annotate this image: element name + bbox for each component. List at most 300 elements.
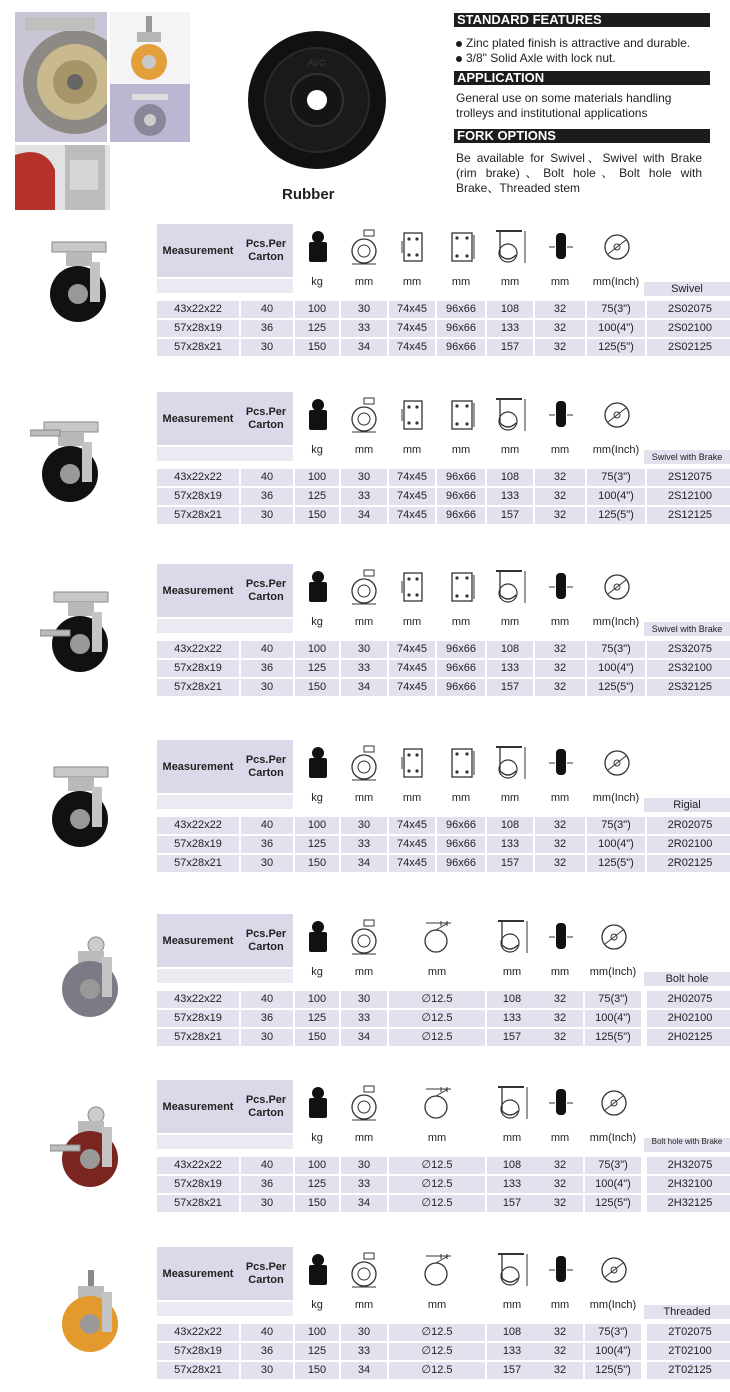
unit-label: mm: [550, 1299, 570, 1311]
table-cell: 30: [341, 301, 387, 318]
table-cell: 157: [487, 507, 533, 524]
table-cell: 36: [241, 320, 293, 337]
table-cell: 125: [295, 660, 339, 677]
wheel-width-icon: [544, 744, 578, 782]
table-cell: 36: [241, 488, 293, 505]
table-cell: 100(4"): [585, 1176, 641, 1193]
unit-label: mm: [354, 1299, 374, 1311]
load-capacity-icon: [301, 568, 335, 606]
unit-label: mm: [354, 966, 374, 978]
table-cell: 2H32100: [647, 1176, 730, 1193]
table-cell: 125(5"): [585, 1195, 641, 1212]
table-cell: 100: [295, 641, 339, 658]
table-cell: 32: [535, 320, 585, 337]
caster-product-image: [30, 420, 120, 506]
unit-label: mm: [427, 966, 447, 978]
table-cell: 30: [241, 855, 293, 872]
table-cell: 108: [487, 1157, 537, 1174]
table-cell: 32: [537, 1029, 583, 1046]
table-cell: 43x22x22: [157, 469, 239, 486]
measurement-header: Measurement: [157, 224, 239, 277]
unit-label: mm(Inch): [592, 276, 640, 288]
unit-label: mm(Inch): [589, 1132, 637, 1144]
load-capacity-icon: [301, 1251, 335, 1289]
table-cell: 96x66: [437, 320, 485, 337]
measurement-header: Measurement: [157, 392, 239, 445]
table-cell: 2S32125: [647, 679, 730, 696]
bolt-hole-spacing-icon: [445, 744, 479, 782]
table-cell: 36: [241, 836, 293, 853]
unit-label: mm: [402, 616, 422, 628]
table-cell: 125(5"): [585, 1362, 641, 1379]
table-cell: 157: [487, 855, 533, 872]
table-cell: 96x66: [437, 817, 485, 834]
table-cell: 75(3"): [585, 1157, 641, 1174]
table-cell: 74x45: [389, 469, 435, 486]
table-cell: 100(4"): [587, 660, 645, 677]
table-cell: 96x66: [437, 641, 485, 658]
wheel-width-icon: [544, 918, 578, 956]
table-cell: 2S32100: [647, 660, 730, 677]
table-cell: 32: [535, 679, 585, 696]
table-cell: 30: [341, 1157, 387, 1174]
unit-label: kg: [311, 1132, 323, 1144]
fork-type-label: Swivel with Brake: [644, 450, 730, 464]
table-cell: 32: [535, 817, 585, 834]
unit-label: kg: [311, 444, 323, 456]
application-text: General use on some materials handling trolleys and institutional applications: [456, 91, 672, 120]
table-cell: 57x28x19: [157, 836, 239, 853]
unit-label: mm: [502, 966, 522, 978]
table-cell: 40: [241, 1157, 293, 1174]
table-cell: 133: [487, 660, 533, 677]
table-cell: 30: [341, 641, 387, 658]
table-cell: 2S12075: [647, 469, 730, 486]
load-capacity-icon: [301, 744, 335, 782]
bolt-bore-icon: [421, 1251, 455, 1289]
grey-caster-photo: [110, 84, 190, 142]
bullet-icon: [456, 41, 462, 47]
table-cell: 2S12125: [647, 507, 730, 524]
header-spacer: [157, 795, 293, 809]
table-cell: 74x45: [389, 836, 435, 853]
table-cell: 100: [295, 1157, 339, 1174]
fork-type-label: Swivel with Brake: [644, 622, 730, 636]
table-cell: 75(3"): [587, 641, 645, 658]
unit-label: mm: [402, 792, 422, 804]
table-cell: 133: [487, 1343, 537, 1360]
unit-label: mm: [427, 1132, 447, 1144]
table-cell: 57x28x19: [157, 1010, 239, 1027]
offset-icon: [348, 1251, 382, 1289]
unit-label: mm: [550, 276, 570, 288]
header-spacer: [157, 279, 293, 293]
unit-label: mm: [550, 1132, 570, 1144]
table-cell: 57x28x19: [157, 1343, 239, 1360]
table-cell: 34: [341, 855, 387, 872]
unit-label: mm: [500, 276, 520, 288]
table-cell: 74x45: [389, 320, 435, 337]
table-cell: 2H32125: [647, 1195, 730, 1212]
unit-label: mm: [427, 1299, 447, 1311]
table-cell: 108: [487, 641, 533, 658]
table-cell: 32: [537, 1195, 583, 1212]
table-cell: ∅12.5: [389, 1029, 485, 1046]
table-cell: 133: [487, 836, 533, 853]
standard-features-heading: STANDARD FEATURES: [454, 13, 710, 27]
overall-height-icon: [494, 744, 528, 782]
load-capacity-icon: [301, 228, 335, 266]
spec-table: [157, 1247, 730, 1387]
table-cell: 96x66: [437, 679, 485, 696]
table-cell: 57x28x21: [157, 1195, 239, 1212]
table-cell: 75(3"): [585, 991, 641, 1008]
table-cell: 30: [341, 469, 387, 486]
wheel-diameter-icon: [597, 1251, 631, 1289]
wheel-diameter-icon: [597, 1084, 631, 1122]
bolt-hole-spacing-icon: [445, 396, 479, 434]
wheel-width-icon: [544, 1084, 578, 1122]
fork-type-label: Threaded: [644, 1305, 730, 1319]
table-cell: 34: [341, 339, 387, 356]
table-cell: 2S02075: [647, 301, 730, 318]
table-cell: 40: [241, 469, 293, 486]
table-cell: 33: [341, 660, 387, 677]
pcs-per-carton-header: Pcs.Per Carton: [239, 224, 293, 277]
table-cell: 157: [487, 1029, 537, 1046]
table-cell: 30: [241, 1195, 293, 1212]
table-cell: 150: [295, 1195, 339, 1212]
table-cell: ∅12.5: [389, 991, 485, 1008]
table-cell: 33: [341, 1010, 387, 1027]
table-cell: 34: [341, 1362, 387, 1379]
table-cell: 100(4"): [587, 836, 645, 853]
top-plate-icon: [396, 228, 430, 266]
table-cell: 32: [535, 836, 585, 853]
unit-label: mm(Inch): [589, 966, 637, 978]
table-cell: 96x66: [437, 339, 485, 356]
table-cell: 36: [241, 1176, 293, 1193]
table-cell: 33: [341, 320, 387, 337]
table-cell: 157: [487, 339, 533, 356]
unit-label: mm: [354, 792, 374, 804]
table-cell: ∅12.5: [389, 1324, 485, 1341]
table-cell: 96x66: [437, 488, 485, 505]
table-cell: ∅12.5: [389, 1362, 485, 1379]
table-cell: 133: [487, 1010, 537, 1027]
table-cell: 133: [487, 488, 533, 505]
table-cell: 74x45: [389, 641, 435, 658]
wheel-diameter-icon: [600, 228, 634, 266]
table-cell: ∅12.5: [389, 1195, 485, 1212]
table-cell: 32: [537, 1362, 583, 1379]
unit-label: mm: [502, 1299, 522, 1311]
unit-label: mm: [354, 1132, 374, 1144]
measurement-header: Measurement: [157, 564, 239, 617]
caster-closeup-photo: [15, 12, 107, 142]
wheel-diameter-icon: [600, 744, 634, 782]
table-cell: 125(5"): [587, 507, 645, 524]
table-cell: 36: [241, 1343, 293, 1360]
table-cell: 2S02100: [647, 320, 730, 337]
offset-icon: [348, 228, 382, 266]
offset-icon: [348, 918, 382, 956]
table-cell: 2H32075: [647, 1157, 730, 1174]
table-cell: ∅12.5: [389, 1157, 485, 1174]
table-cell: 133: [487, 320, 533, 337]
wheel-width-icon: [544, 228, 578, 266]
load-capacity-icon: [301, 1084, 335, 1122]
table-cell: 40: [241, 817, 293, 834]
bolt-hole-spacing-icon: [445, 568, 479, 606]
table-cell: 57x28x19: [157, 1176, 239, 1193]
header-spacer: [157, 1135, 293, 1149]
table-cell: 2H02125: [647, 1029, 730, 1046]
table-cell: 57x28x21: [157, 1362, 239, 1379]
unit-label: mm: [451, 616, 471, 628]
table-cell: 74x45: [389, 855, 435, 872]
table-cell: 125: [295, 836, 339, 853]
bolt-bore-icon: [421, 918, 455, 956]
table-cell: 74x45: [389, 817, 435, 834]
load-capacity-icon: [301, 396, 335, 434]
table-cell: 34: [341, 507, 387, 524]
table-cell: 30: [341, 1324, 387, 1341]
table-cell: 108: [487, 1324, 537, 1341]
table-cell: 32: [535, 641, 585, 658]
table-cell: 43x22x22: [157, 991, 239, 1008]
table-cell: 108: [487, 991, 537, 1008]
table-cell: 33: [341, 488, 387, 505]
table-cell: 2R02075: [647, 817, 730, 834]
pcs-per-carton-header: Pcs.Per Carton: [239, 740, 293, 793]
overall-height-icon: [494, 568, 528, 606]
pcs-per-carton-header: Pcs.Per Carton: [239, 1080, 293, 1133]
table-cell: 40: [241, 991, 293, 1008]
wheel-face-text: AVG: [307, 58, 327, 68]
table-cell: 96x66: [437, 507, 485, 524]
fork-type-label: Rigial: [644, 798, 730, 812]
caster-product-image: [40, 590, 130, 676]
table-cell: 100: [295, 1324, 339, 1341]
table-cell: 30: [241, 1362, 293, 1379]
table-cell: 96x66: [437, 836, 485, 853]
table-cell: 2R02125: [647, 855, 730, 872]
table-cell: 2T02075: [647, 1324, 730, 1341]
spec-table: [157, 1080, 730, 1220]
table-cell: 150: [295, 679, 339, 696]
table-cell: 30: [241, 507, 293, 524]
pcs-per-carton-header: Pcs.Per Carton: [239, 914, 293, 967]
wheel-width-icon: [544, 568, 578, 606]
table-cell: 43x22x22: [157, 301, 239, 318]
table-cell: 75(3"): [587, 817, 645, 834]
offset-icon: [348, 396, 382, 434]
table-cell: 75(3"): [587, 301, 645, 318]
unit-label: mm(Inch): [592, 616, 640, 628]
application-heading: APPLICATION: [454, 71, 710, 85]
feature-text: Zinc plated finish is attractive and durable.: [466, 36, 691, 50]
unit-label: mm: [451, 444, 471, 456]
table-cell: ∅12.5: [389, 1010, 485, 1027]
table-cell: 100(4"): [585, 1010, 641, 1027]
table-cell: 43x22x22: [157, 1157, 239, 1174]
unit-label: mm: [500, 792, 520, 804]
table-cell: 34: [341, 1195, 387, 1212]
table-cell: 100: [295, 817, 339, 834]
table-cell: 43x22x22: [157, 1324, 239, 1341]
pcs-per-carton-header: Pcs.Per Carton: [239, 392, 293, 445]
load-capacity-icon: [301, 918, 335, 956]
table-cell: 150: [295, 1029, 339, 1046]
table-cell: 2S12100: [647, 488, 730, 505]
wheel-diameter-icon: [600, 396, 634, 434]
table-cell: 40: [241, 641, 293, 658]
unit-label: mm: [500, 444, 520, 456]
table-cell: 43x22x22: [157, 641, 239, 658]
caster-product-image: [40, 765, 130, 851]
spec-table: [157, 914, 730, 1054]
table-cell: 74x45: [389, 488, 435, 505]
feature-item: [456, 36, 702, 51]
table-cell: 57x28x21: [157, 507, 239, 524]
table-cell: 74x45: [389, 339, 435, 356]
table-cell: 32: [535, 488, 585, 505]
table-cell: 74x45: [389, 660, 435, 677]
table-cell: 157: [487, 1195, 537, 1212]
table-cell: 57x28x19: [157, 488, 239, 505]
table-cell: 57x28x19: [157, 660, 239, 677]
pcs-per-carton-header: Pcs.Per Carton: [239, 1247, 293, 1300]
table-cell: 100(4"): [587, 488, 645, 505]
table-cell: 32: [535, 855, 585, 872]
table-cell: 36: [241, 660, 293, 677]
table-cell: 32: [535, 507, 585, 524]
table-cell: 125(5"): [585, 1029, 641, 1046]
standard-features-list: [456, 36, 702, 66]
wheel-diameter-icon: [600, 568, 634, 606]
table-cell: 32: [537, 1176, 583, 1193]
header-spacer: [157, 1302, 293, 1316]
measurement-header: Measurement: [157, 914, 239, 967]
unit-label: mm: [550, 616, 570, 628]
rubber-wheel-image: [247, 30, 387, 170]
table-cell: 150: [295, 1362, 339, 1379]
table-cell: 2R02100: [647, 836, 730, 853]
top-plate-icon: [396, 568, 430, 606]
measurement-header: Measurement: [157, 1247, 239, 1300]
unit-label: kg: [311, 276, 323, 288]
table-cell: 30: [241, 1029, 293, 1046]
table-cell: 57x28x21: [157, 1029, 239, 1046]
table-cell: 100(4"): [587, 320, 645, 337]
caster-product-image: [50, 1105, 140, 1191]
table-cell: 125: [295, 488, 339, 505]
offset-icon: [348, 568, 382, 606]
table-cell: 32: [535, 301, 585, 318]
table-cell: 125(5"): [587, 339, 645, 356]
table-cell: 96x66: [437, 855, 485, 872]
table-cell: 2T02125: [647, 1362, 730, 1379]
unit-label: mm: [354, 276, 374, 288]
unit-label: kg: [311, 1299, 323, 1311]
wheel-diameter-icon: [597, 918, 631, 956]
unit-label: mm: [402, 276, 422, 288]
unit-label: mm: [550, 966, 570, 978]
table-cell: 125: [295, 320, 339, 337]
unit-label: mm: [354, 444, 374, 456]
top-plate-icon: [396, 744, 430, 782]
red-caster-photo: [15, 145, 110, 210]
table-cell: 125: [295, 1343, 339, 1360]
spec-table: [157, 224, 730, 364]
unit-label: mm: [451, 792, 471, 804]
table-cell: 125(5"): [587, 679, 645, 696]
feature-text: 3/8" Solid Axle with lock nut.: [466, 51, 616, 65]
overall-height-icon: [496, 918, 530, 956]
table-cell: 33: [341, 1176, 387, 1193]
unit-label: mm: [500, 616, 520, 628]
table-cell: 150: [295, 855, 339, 872]
wheel-width-icon: [544, 396, 578, 434]
table-cell: 2H02075: [647, 991, 730, 1008]
table-cell: 108: [487, 469, 533, 486]
offset-icon: [348, 1084, 382, 1122]
table-cell: 57x28x21: [157, 339, 239, 356]
table-cell: 125: [295, 1010, 339, 1027]
table-cell: 30: [241, 339, 293, 356]
unit-label: mm: [354, 616, 374, 628]
yellow-caster-photo: [110, 12, 190, 84]
table-cell: 150: [295, 507, 339, 524]
table-cell: 2H02100: [647, 1010, 730, 1027]
bullet-icon: [456, 56, 462, 62]
table-cell: 96x66: [437, 660, 485, 677]
measurement-header: Measurement: [157, 740, 239, 793]
table-cell: 2S02125: [647, 339, 730, 356]
unit-label: mm: [550, 792, 570, 804]
wheel-width-icon: [544, 1251, 578, 1289]
header-spacer: [157, 447, 293, 461]
overall-height-icon: [496, 1251, 530, 1289]
table-cell: 157: [487, 1362, 537, 1379]
table-cell: 2T02100: [647, 1343, 730, 1360]
unit-label: mm(Inch): [592, 792, 640, 804]
fork-options-text: Be available for Swivel、Swivel with Brake (rim brake)、Bolt hole、Bolt hole with Brake、Threaded stem: [456, 151, 702, 195]
header-spacer: [157, 969, 293, 983]
fork-type-label: Swivel: [644, 282, 730, 296]
header-spacer: [157, 619, 293, 633]
table-cell: 74x45: [389, 679, 435, 696]
table-cell: 32: [537, 1157, 583, 1174]
unit-label: mm: [451, 276, 471, 288]
spec-table: [157, 392, 730, 532]
unit-label: kg: [311, 792, 323, 804]
table-cell: 32: [537, 1324, 583, 1341]
table-cell: 43x22x22: [157, 817, 239, 834]
table-cell: 75(3"): [585, 1324, 641, 1341]
caster-product-image: [50, 1270, 140, 1356]
wheel-caption: Rubber: [282, 186, 335, 203]
table-cell: 32: [535, 660, 585, 677]
unit-label: kg: [311, 616, 323, 628]
table-cell: 30: [241, 679, 293, 696]
measurement-header: Measurement: [157, 1080, 239, 1133]
table-cell: ∅12.5: [389, 1343, 485, 1360]
table-cell: 34: [341, 679, 387, 696]
table-cell: 32: [535, 339, 585, 356]
table-cell: 30: [341, 817, 387, 834]
